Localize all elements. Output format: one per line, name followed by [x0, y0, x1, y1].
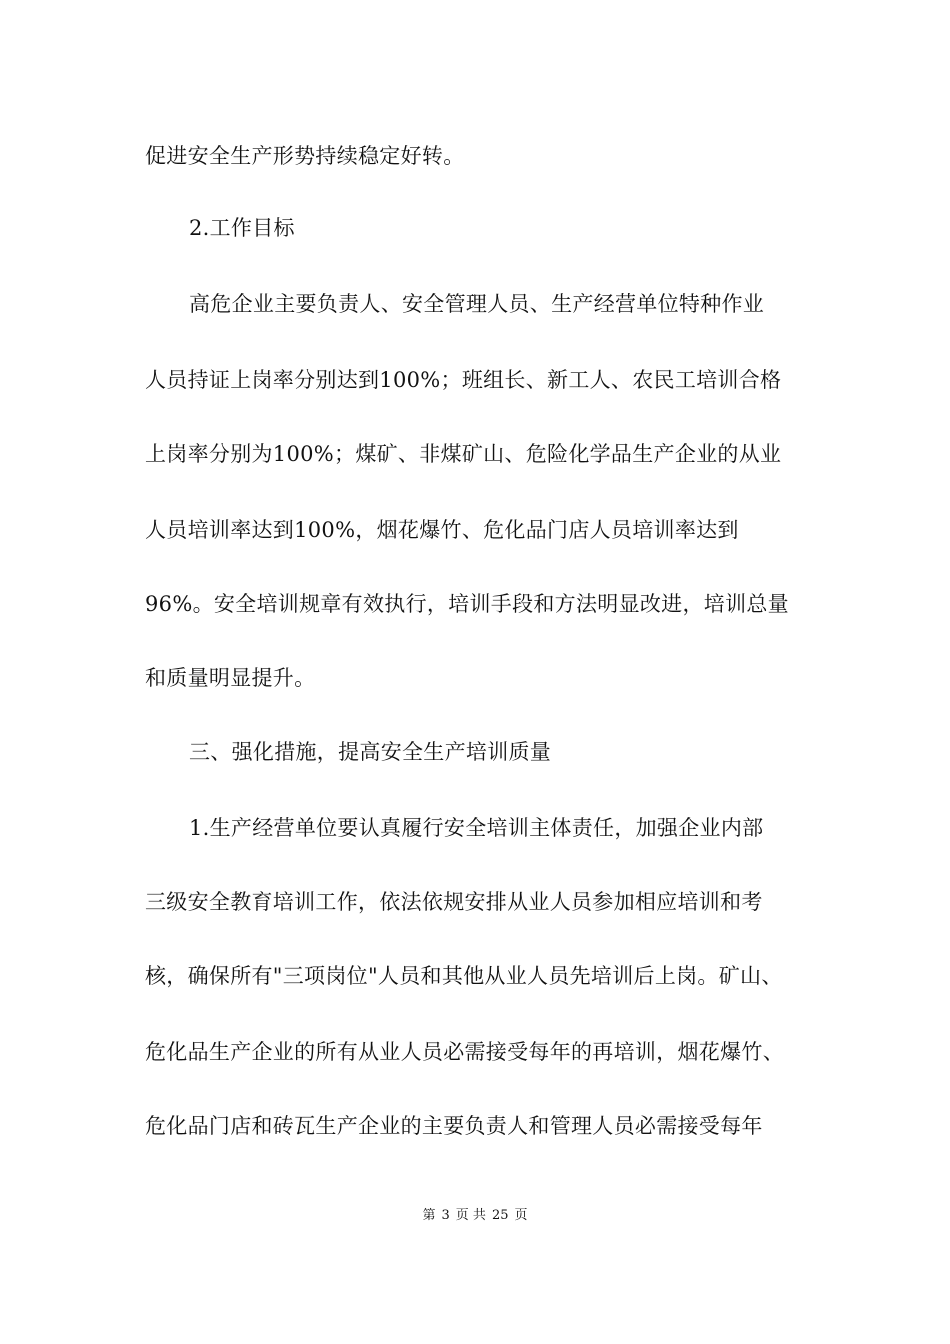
paragraph-line: 人员培训率达到100%，烟花爆竹、危化品门店人员培训率达到	[145, 518, 739, 542]
section-heading: 三、强化措施，提高安全生产培训质量	[189, 740, 552, 764]
footer-total-pages: 25	[491, 1208, 509, 1223]
paragraph-line: 和质量明显提升。	[145, 666, 316, 690]
paragraph-line: 上岗率分别为100%；煤矿、非煤矿山、危险化学品生产企业的从业	[145, 442, 782, 466]
paragraph-line: 核，确保所有"三项岗位"人员和其他从业人员先培训后上岗。矿山、	[145, 964, 783, 988]
paragraph-line: 危化品门店和砖瓦生产企业的主要负责人和管理人员必需接受每年	[145, 1114, 763, 1138]
footer-suffix: 页	[514, 1208, 528, 1223]
paragraph-line: 人员持证上岗率分别达到100%；班组长、新工人、农民工培训合格	[145, 368, 782, 392]
page-footer	[0, 1207, 950, 1225]
footer-middle: 页 共	[455, 1208, 486, 1223]
paragraph-line: 96%。安全培训规章有效执行，培训手段和方法明显改进，培训总量	[145, 592, 789, 616]
paragraph-line: 促进安全生产形势持续稳定好转。	[145, 144, 465, 168]
footer-current-page: 3	[441, 1208, 450, 1223]
paragraph-line: 危化品生产企业的所有从业人员必需接受每年的再培训，烟花爆竹、	[145, 1040, 784, 1064]
section-heading: 2.工作目标	[189, 216, 295, 240]
paragraph-line: 1.生产经营单位要认真履行安全培训主体责任，加强企业内部	[189, 816, 764, 840]
footer-prefix: 第	[422, 1208, 436, 1223]
paragraph-line: 高危企业主要负责人、安全管理人员、生产经营单位特种作业	[189, 292, 765, 316]
paragraph-line: 三级安全教育培训工作，依法依规安排从业人员参加相应培训和考	[145, 890, 763, 914]
